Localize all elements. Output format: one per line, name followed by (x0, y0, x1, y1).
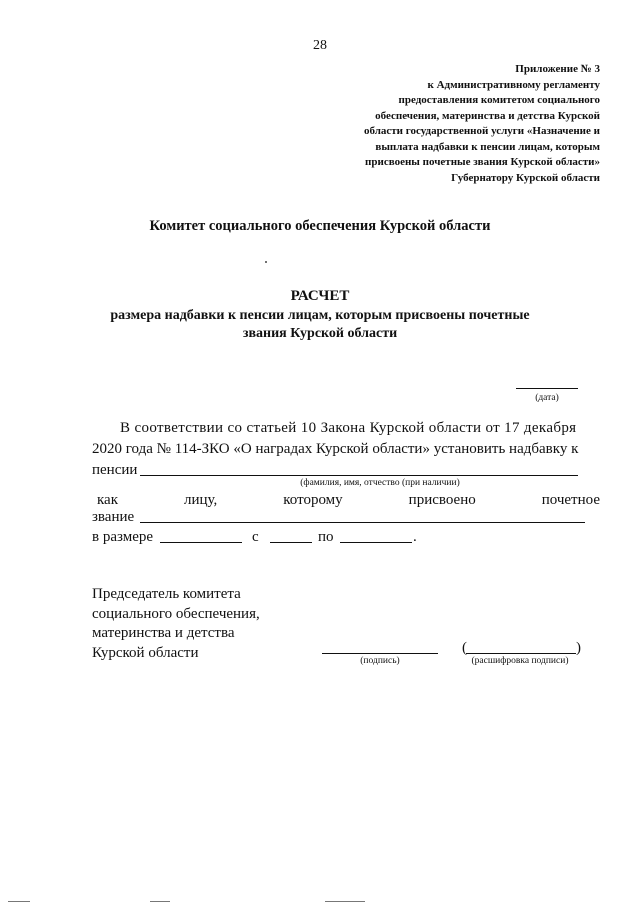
document-title: РАСЧЕТ (290, 288, 350, 304)
appendix-line: присвоены почетные звания Курской области» (365, 156, 600, 168)
decoding-field-line[interactable] (466, 653, 576, 654)
appendix-line: выплата надбавки к пенсии лицам, которым (375, 140, 600, 153)
signer-line: материнства и детства (92, 625, 235, 641)
fio-field-line[interactable] (140, 475, 578, 476)
page-number: 28 (313, 38, 327, 53)
from-date-field-line[interactable] (270, 542, 312, 543)
decoding-caption: (расшифровка подписи) (471, 656, 569, 666)
title-label: звание (92, 509, 135, 525)
to-date-field-line[interactable] (340, 542, 412, 543)
from-label: с (252, 529, 259, 545)
signer-line: Курской области (92, 644, 199, 661)
date-field-line[interactable] (516, 388, 578, 389)
title-field-line[interactable] (140, 522, 585, 523)
appendix-line: Губернатору Курской области (451, 171, 600, 184)
amount-label: в размере (92, 529, 154, 545)
fio-caption: (фамилия, имя, отчество (при наличии) (300, 478, 460, 488)
date-caption: (дата) (535, 393, 559, 403)
paragraph-text: В соответствии со статьей 10 Закона Курской области от 17 декабря (120, 420, 577, 436)
signer-line: социального обеспечения, (92, 605, 260, 622)
paragraph-line-4 (97, 491, 600, 510)
appendix-line: области государственной услуги «Назначение и (364, 125, 600, 137)
signature-field-line[interactable] (322, 653, 438, 654)
org-title: Комитет социального обеспечения Курской области (149, 218, 491, 234)
appendix-header (280, 62, 600, 186)
signer-block (92, 585, 260, 663)
pension-label: пенсии (92, 462, 138, 478)
appendix-line: обеспечения, материнства и детства Курской (375, 109, 600, 122)
signer-line: Председатель комитета (92, 586, 241, 602)
paragraph-line-2 (92, 440, 600, 459)
document-subtitle: размера надбавки к пенсии лицам, которым присвоены почетные звания Курской области (110, 308, 530, 341)
scan-artifact (8, 901, 30, 902)
amount-field-line[interactable] (160, 542, 242, 543)
signature-caption: (подпись) (360, 656, 400, 666)
close-paren: ) (576, 640, 581, 656)
word: почетное (541, 492, 600, 508)
appendix-line: Приложение № 3 (515, 63, 600, 75)
scan-artifact (150, 901, 170, 902)
appendix-line: к Административному регламенту (427, 78, 600, 91)
appendix-line: предоставления комитетом социального (398, 94, 600, 106)
end-period: . (413, 529, 417, 545)
to-label: по (318, 529, 334, 545)
word: как (97, 492, 119, 508)
paragraph-line-1 (120, 419, 600, 438)
paragraph-text: 2020 года № 114-ЗКО «О наградах Курской области» установить надбавку к (92, 441, 579, 457)
word: присвоено (408, 492, 476, 508)
word: лицу, (184, 492, 218, 508)
scan-speck (265, 261, 267, 263)
word: которому (283, 492, 343, 508)
scan-artifact (325, 901, 365, 902)
open-paren: ( (462, 640, 467, 656)
